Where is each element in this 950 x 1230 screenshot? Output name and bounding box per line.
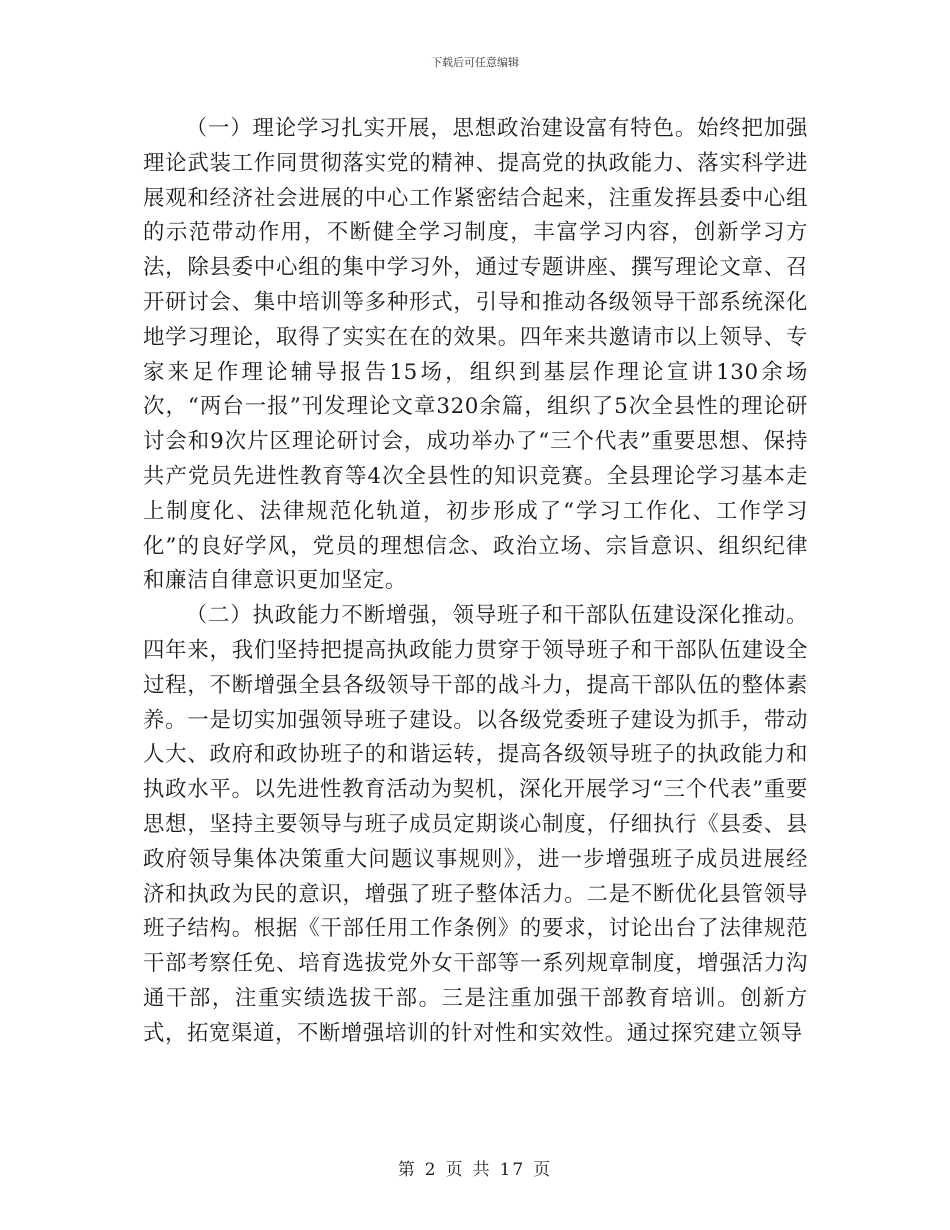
footer-total-word: 共 xyxy=(472,1160,492,1180)
total-page-count: 17 xyxy=(499,1160,526,1180)
page-footer xyxy=(0,1155,950,1180)
footer-page-word: 页 xyxy=(445,1160,465,1180)
footer-suffix: 页 xyxy=(533,1160,553,1180)
document-body xyxy=(143,112,808,1052)
paragraph-1: （一）理论学习扎实开展，思想政治建设富有特色。始终把加强理论武装工作同贯彻落实党的精神、提高党的执政能力、落实科学进展观和经济社会进展的中心工作紧密结合起来，注重发挥县委中心组的示范带动作用，不断健全学习制度，丰富学习内容，创新学习方法，除县委中心组的集中学习外，通过专题讲座、撰写理论文章、召开研讨会、集中培训等多种形式，引导和推动各级领导干部系统深化地学习理论，取得了实实在在的效果。四年来共邀请市以上领导、专家来足作理论辅导报告15场，组织到基层作理论宣讲130余场次，“两台一报”刊发理论文章320余篇，组织了5次全县性的理论研讨会和9次片区理论研讨会，成功举办了“三个代表”重要思想、保持共产党员先进性教育等4次全县性的知识竞赛。全县理论学习基本走上制度化、法律规范化轨道，初步形成了“学习工作化、工作学习化”的良好学风，党员的理想信念、政治立场、宗旨意识、组织纪律和廉洁自律意识更加坚定。 xyxy=(143,116,808,594)
paragraph-2: （二）执政能力不断增强，领导班子和干部队伍建设深化推动。四年来，我们坚持把提高执政能力贯穿于领导班子和干部队伍建设全过程，不断增强全县各级领导干部的战斗力，提高干部队伍的整体素养。一是切实加强领导班子建设。以各级党委班子建设为抓手，带动人大、政府和政协班子的和谐运转，提高各级领导班子的执政能力和执政水平。以先进性教育活动为契机，深化开展学习“三个代表”重要思想，坚持主要领导与班子成员定期谈心制度，仔细执行《县委、县政府领导集体决策重大问题议事规则》，进一步增强班子成员进展经济和执政为民的意识，增强了班子整体活力。二是不断优化县管领导班子结构。根据《干部任用工作条例》的要求，讨论出台了法律规范干部考察任免、培育选拔党外女干部等一系列规章制度，增强活力沟通干部，注重实绩选拔干部。三是注重加强干部教育培训。创新方式，拓宽渠道，不断增强培训的针对性和实效性。通过探究建立领导 xyxy=(143,603,808,1046)
page-header: 下载后可任意编辑 xyxy=(431,56,519,69)
current-page-number: 2 xyxy=(424,1160,438,1180)
footer-prefix: 第 xyxy=(397,1160,417,1180)
